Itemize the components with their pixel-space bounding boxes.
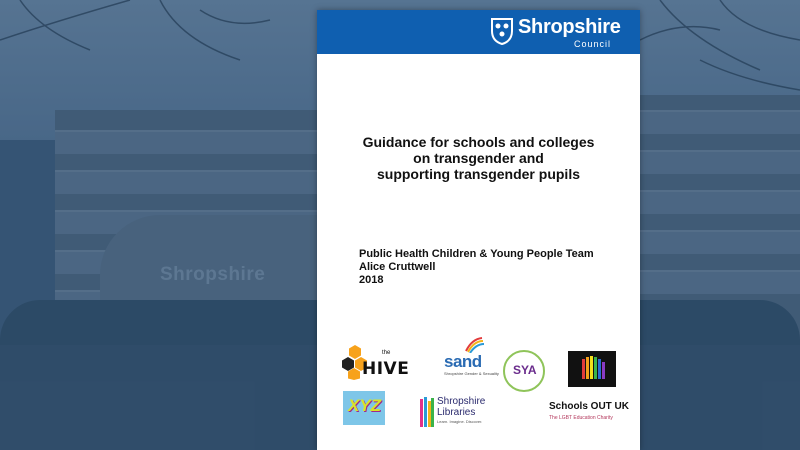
books-icon (420, 397, 434, 427)
document-header (317, 10, 640, 54)
hive-logo (342, 342, 420, 382)
shropshire-libraries-logo (420, 396, 500, 430)
libraries-sub: Learn. Imagine. Discover. (437, 419, 483, 424)
title-line: supporting transgender pupils (376, 166, 580, 182)
sand-logo (444, 337, 499, 385)
sand-sub: Shropshire Gender & Sexuality (444, 371, 499, 376)
libraries-name (437, 396, 485, 418)
author-name: Alice Cruttwell (359, 261, 436, 273)
title-line: Guidance for schools and colleges (362, 134, 595, 150)
schools-out-sub: The LGBT Education Charity (549, 415, 613, 421)
xyz-logo (343, 391, 385, 425)
lgbt-group-logo (568, 351, 616, 387)
title-line: on transgender and (413, 150, 544, 166)
schools-out-logo (549, 401, 629, 431)
hive-name: HIVE (362, 359, 410, 379)
libraries-name-line1: Shropshire (437, 396, 486, 407)
shropshire-council-logo (482, 14, 632, 52)
hive-small-text: the (382, 350, 391, 356)
rainbow-hands-icon (568, 351, 616, 387)
xyz-name: XYZ (348, 396, 382, 415)
building-sign: Shropshire (160, 264, 266, 285)
libraries-name-line2: Libraries (437, 407, 476, 418)
document-title (337, 134, 620, 182)
rainbow-swoosh-icon (464, 337, 484, 353)
sya-name: SYA (513, 363, 537, 377)
sya-logo (503, 350, 545, 392)
crest-icon (490, 17, 514, 45)
logo-sub: Council (574, 39, 612, 49)
schools-out-name: Schools OUT UK (549, 401, 630, 412)
document-cover (317, 10, 640, 450)
publication-year: 2018 (359, 274, 384, 286)
document-meta (359, 248, 594, 287)
sand-name: sand (444, 352, 482, 371)
team-name: Public Health Children & Young People Team (359, 248, 594, 260)
logo-name: Shropshire (518, 16, 621, 38)
